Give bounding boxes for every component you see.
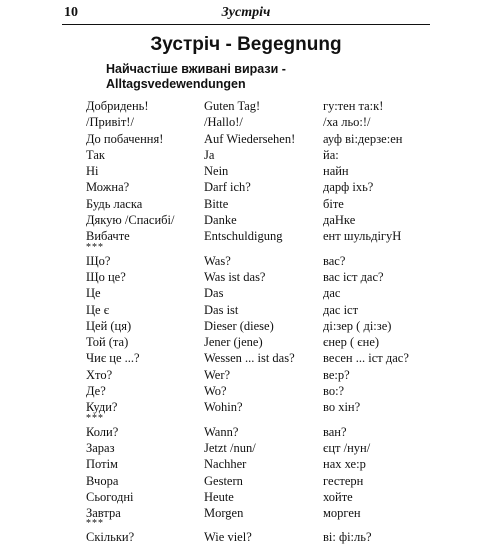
transcription: гу:тен та:к! [323, 99, 384, 113]
phrase-row [86, 440, 430, 456]
ukrainian-phrase: Це [86, 286, 101, 301]
ukrainian-phrase: Ні [86, 164, 99, 179]
german-phrase: Was ist das? [204, 269, 266, 284]
phrase-row [86, 285, 430, 301]
german-phrase: Darf ich? [204, 180, 251, 195]
phrase-row [86, 399, 430, 415]
transcription: во хін? [323, 400, 361, 415]
german-phrase: Wohin? [204, 400, 243, 415]
section-heading-line-1: Найчастіше вживані вирази - [106, 62, 286, 76]
ukrainian-phrase: Вибачте [86, 229, 130, 244]
ukrainian-phrase: Сьогодні [86, 489, 134, 504]
german-phrase: Gestern [204, 473, 243, 488]
phrase-row [86, 489, 430, 505]
group-separator: *** [86, 518, 104, 530]
german-phrase: Jetzt /nun/ [204, 440, 256, 455]
transcription: ент шульдігуН [323, 229, 402, 244]
german-phrase: Ja [204, 147, 215, 162]
transcription: дарф іхь? [323, 180, 374, 195]
running-title: Зустріч [221, 5, 271, 20]
phrase-row [86, 114, 430, 130]
transcription: хойте [323, 489, 353, 504]
ukrainian-phrase: /Привіт!/ [86, 115, 134, 130]
phrase-row [86, 212, 430, 228]
german-phrase: Wo? [204, 384, 227, 399]
german-phrase: Das ist [204, 302, 239, 317]
ukrainian-phrase: Так [86, 147, 105, 162]
phrase-row [86, 179, 430, 195]
transcription: ауф ві:дерзе:ен [323, 131, 403, 146]
transcription: ван? [323, 424, 347, 439]
german-phrase: Entschuldigung [204, 229, 283, 244]
transcription: весен ... іст дас? [323, 351, 409, 366]
german-phrase: Wie viel? [204, 530, 252, 545]
transcription: нах хе:р [323, 457, 366, 472]
ukrainian-phrase: До побачення! [86, 131, 164, 146]
german-phrase: Danke [204, 213, 237, 228]
ukrainian-phrase: Будь ласка [86, 196, 143, 211]
phrase-row [86, 253, 430, 269]
ukrainian-phrase: Добридень! [86, 99, 149, 113]
section-heading [106, 62, 406, 92]
ukrainian-phrase: Хто? [86, 367, 113, 382]
german-phrase: Was? [204, 253, 231, 268]
transcription: дас [323, 286, 341, 301]
transcription: йа: [323, 147, 339, 162]
german-phrase: Nein [204, 164, 229, 179]
phrase-row [86, 529, 430, 545]
phrase-row [86, 131, 430, 147]
ukrainian-phrase: Це є [86, 302, 110, 317]
transcription: єцт /нун/ [323, 440, 371, 455]
ukrainian-phrase: Дякую /Спасибі/ [86, 213, 175, 228]
transcription: гестерн [323, 473, 364, 488]
chapter-title: Зустріч - Begegnung [150, 34, 342, 55]
phrase-row [86, 318, 430, 334]
page-header [62, 4, 430, 25]
phrase-row [86, 367, 430, 383]
phrase-row [86, 456, 430, 472]
phrase-row [86, 163, 430, 179]
phrase-row [86, 350, 430, 366]
transcription: дас іст [323, 302, 359, 317]
phrase-table [86, 98, 430, 546]
phrase-row [86, 383, 430, 399]
german-phrase: Bitte [204, 196, 229, 211]
ukrainian-phrase: Цей (ця) [86, 318, 132, 333]
ukrainian-phrase: Можна? [86, 180, 130, 195]
ukrainian-phrase: Завтра [86, 506, 121, 521]
transcription: вас іст дас? [323, 269, 384, 284]
transcription: єнер ( єне) [323, 335, 380, 350]
german-phrase: Guten Tag! [204, 99, 261, 113]
transcription: вас? [323, 253, 346, 268]
phrase-row [86, 334, 430, 350]
german-phrase: /Hallo!/ [204, 115, 243, 130]
transcription: морген [323, 506, 361, 521]
page-number: 10 [64, 5, 78, 20]
transcription: /ха льо:!/ [323, 115, 371, 130]
ukrainian-phrase: Потім [86, 457, 118, 472]
phrase-row [86, 196, 430, 212]
german-phrase: Auf Wiedersehen! [204, 131, 296, 146]
phrase-row [86, 505, 430, 521]
ukrainian-phrase: Куди? [86, 400, 118, 415]
phrase-row [86, 473, 430, 489]
ukrainian-phrase: Що? [86, 253, 111, 268]
ukrainian-phrase: Зараз [86, 440, 115, 455]
german-phrase: Heute [204, 489, 234, 504]
phrase-row [86, 98, 430, 114]
phrase-row [86, 147, 430, 163]
group-separator: *** [86, 412, 104, 424]
ukrainian-phrase: Чиє це ...? [86, 351, 140, 366]
transcription: во:? [323, 384, 345, 399]
german-phrase: Dieser (diese) [204, 318, 274, 333]
german-phrase: Morgen [204, 506, 244, 521]
group-separator: *** [86, 241, 104, 253]
german-phrase: Das [204, 286, 224, 301]
section-heading-line-2: Alltagsvedewendungen [106, 77, 246, 91]
phrase-row [86, 228, 430, 244]
transcription: даНке [323, 213, 356, 228]
ukrainian-phrase: Вчора [86, 473, 119, 488]
transcription: ве:р? [323, 367, 350, 382]
phrase-row [86, 269, 430, 285]
transcription: ві: фі:ль? [323, 530, 372, 545]
german-phrase: Nachher [204, 457, 247, 472]
transcription: ді:зер ( ді:зе) [323, 318, 392, 333]
ukrainian-phrase: Де? [86, 384, 106, 399]
german-phrase: Wessen ... ist das? [204, 351, 295, 366]
transcription: найн [323, 164, 349, 179]
ukrainian-phrase: Той (та) [86, 335, 129, 350]
ukrainian-phrase: Скільки? [86, 530, 135, 545]
ukrainian-phrase: Коли? [86, 424, 119, 439]
german-phrase: Wer? [204, 367, 231, 382]
transcription: біте [323, 196, 344, 211]
german-phrase: Wann? [204, 424, 239, 439]
phrase-row [86, 302, 430, 318]
ukrainian-phrase: Що це? [86, 269, 126, 284]
phrase-row [86, 424, 430, 440]
german-phrase: Jener (jene) [204, 335, 263, 350]
